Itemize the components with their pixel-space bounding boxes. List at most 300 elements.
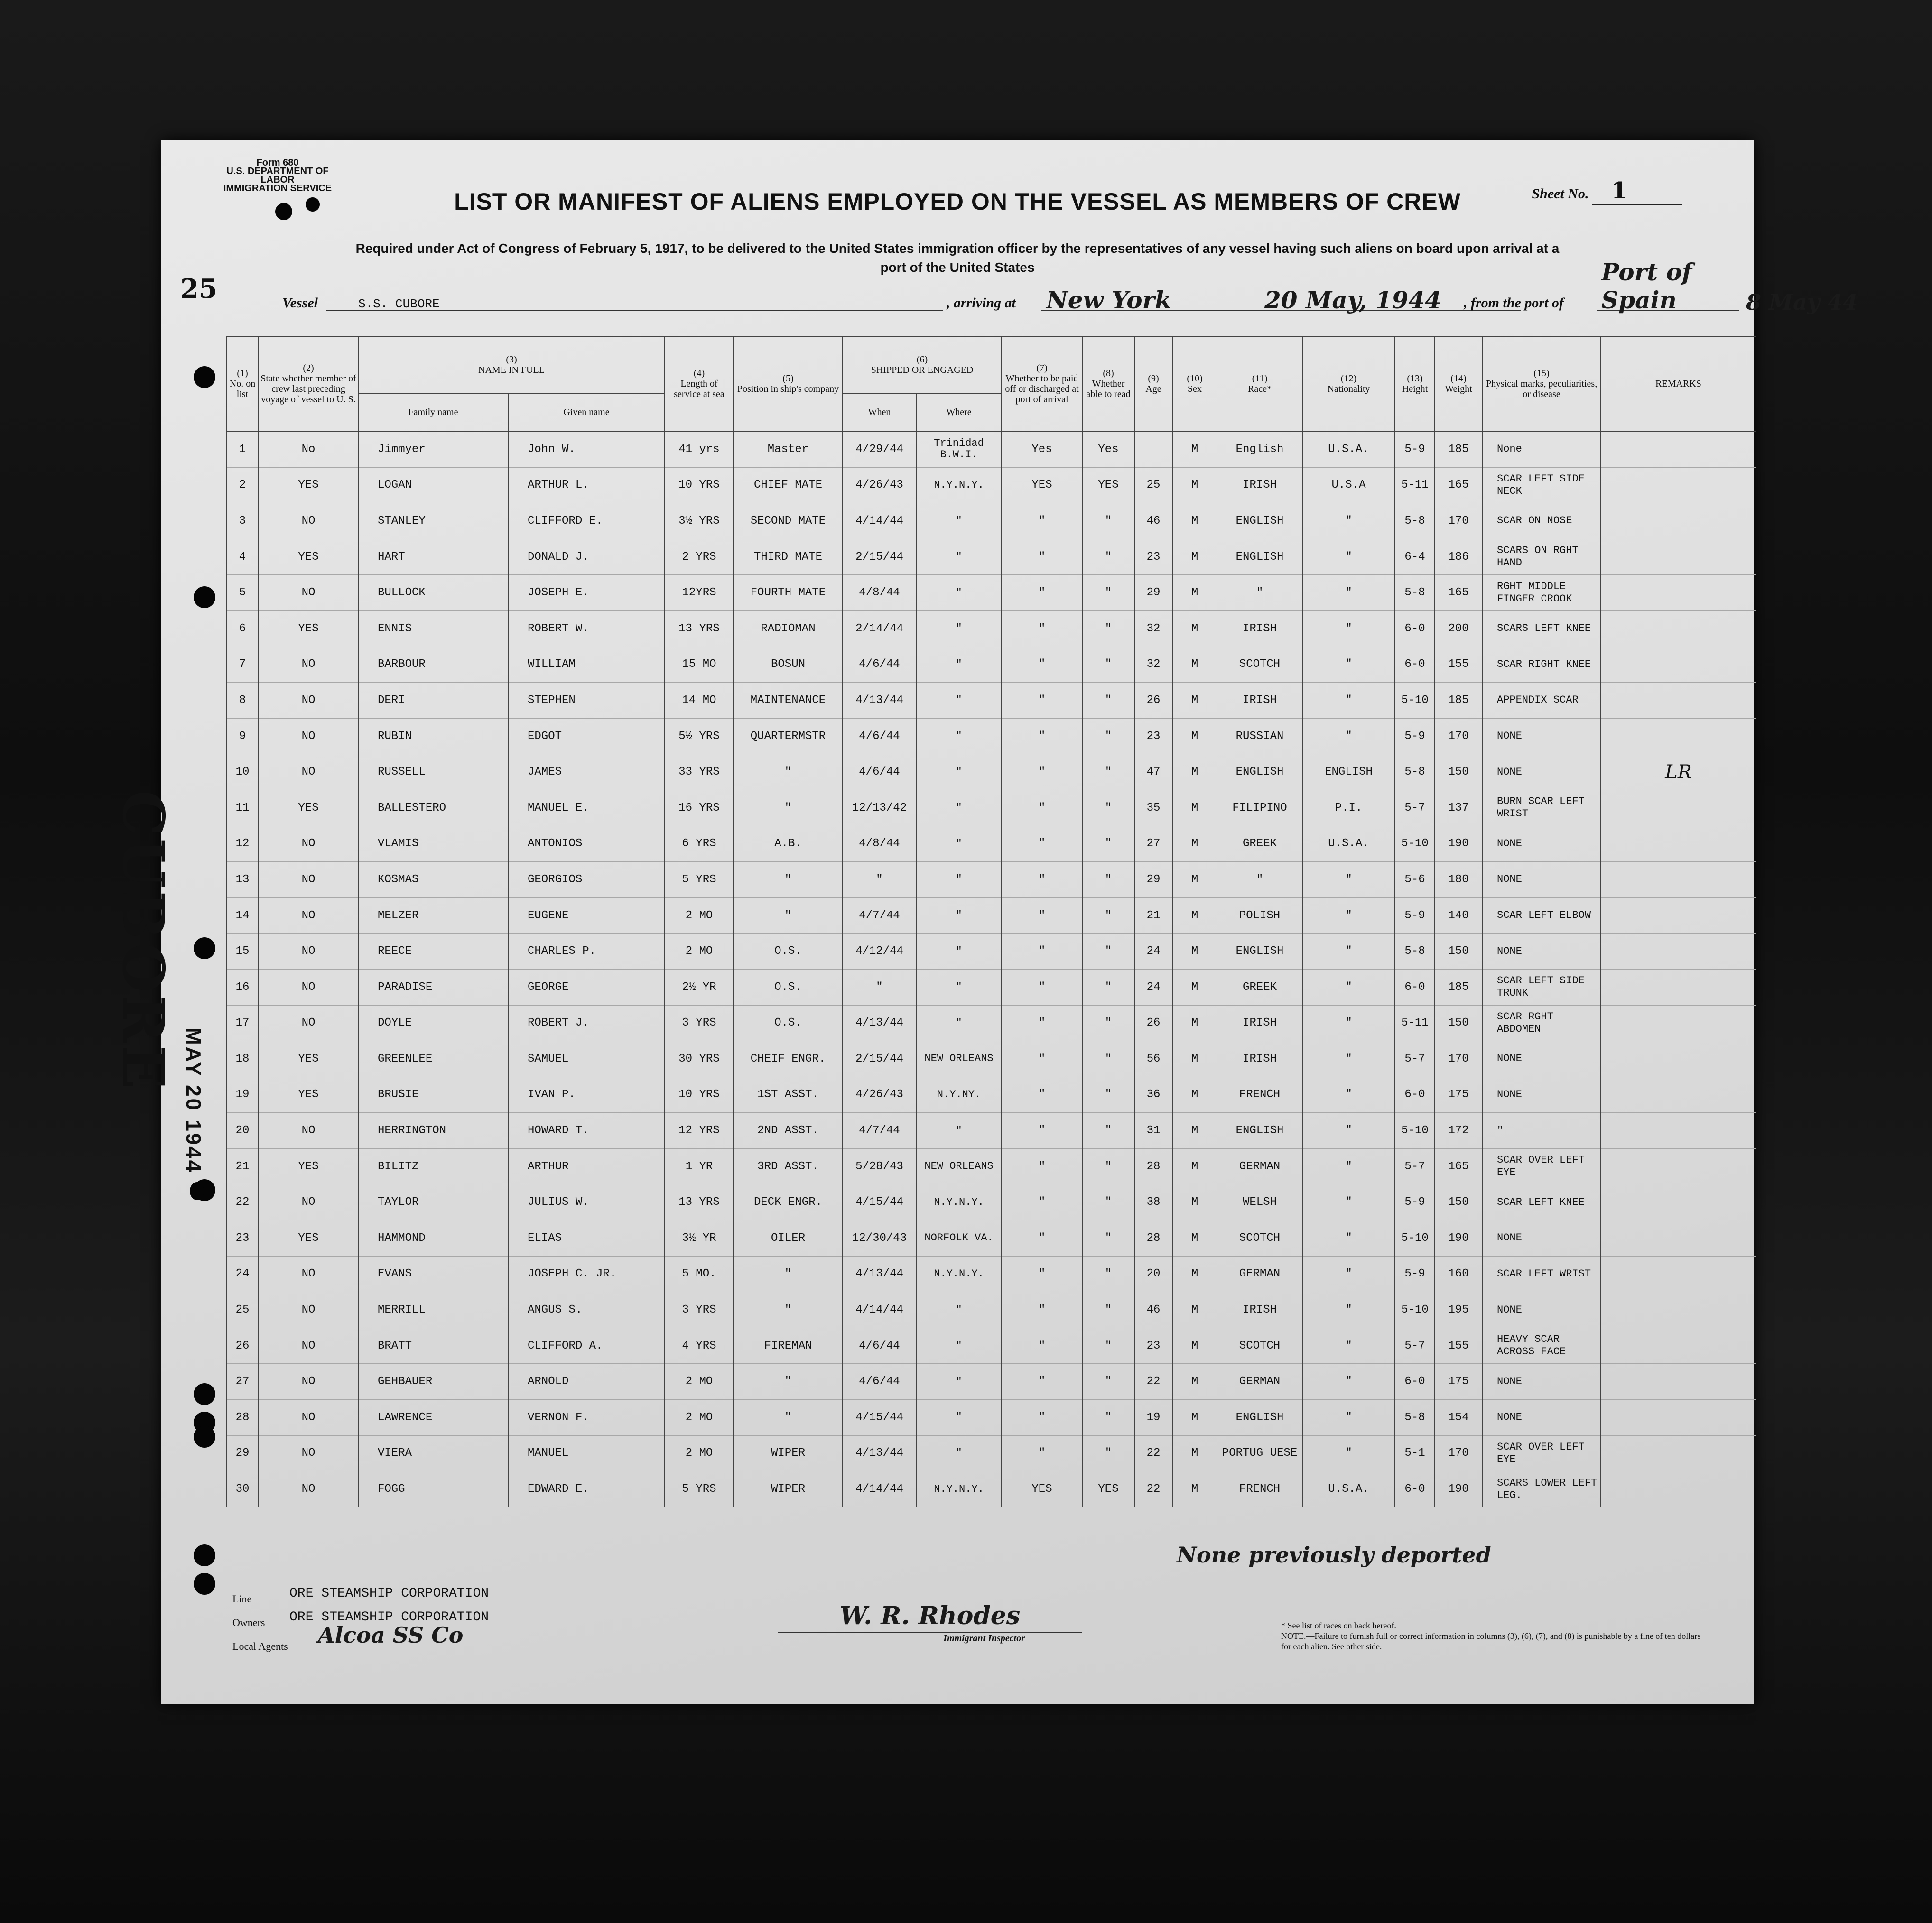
age: 24	[1134, 969, 1172, 1005]
physical-marks: BURN SCAR LEFT WRIST	[1482, 790, 1601, 826]
service-length: 3½ YR	[665, 1220, 734, 1257]
weight: 155	[1435, 647, 1482, 683]
service-length: 4 YRS	[665, 1328, 734, 1364]
able-to-read: "	[1082, 503, 1134, 539]
shipped-when: "	[843, 862, 916, 898]
remarks	[1601, 1292, 1756, 1328]
weight: 185	[1435, 431, 1482, 467]
paid-off: "	[1002, 934, 1082, 970]
row-number: 5	[226, 575, 259, 611]
remarks	[1601, 826, 1756, 862]
able-to-read: "	[1082, 1005, 1134, 1041]
prev-voyage: YES	[259, 790, 358, 826]
prev-voyage: YES	[259, 610, 358, 647]
row-number: 3	[226, 503, 259, 539]
height: 6-0	[1395, 1471, 1435, 1507]
remarks	[1601, 1005, 1756, 1041]
shipped-where: "	[916, 575, 1002, 611]
margin-vessel-name: CUBORE	[110, 790, 176, 1092]
nationality: "	[1302, 1041, 1395, 1077]
able-to-read: "	[1082, 1220, 1134, 1257]
given-name: MANUEL E.	[508, 790, 665, 826]
family-name: PARADISE	[358, 969, 508, 1005]
prev-voyage: NO	[259, 718, 358, 754]
position: THIRD MATE	[734, 539, 843, 575]
shipped-when: 4/13/44	[843, 1256, 916, 1292]
able-to-read: "	[1082, 539, 1134, 575]
shipped-where: NORFOLK VA.	[916, 1220, 1002, 1257]
age: 35	[1134, 790, 1172, 826]
remarks	[1601, 1077, 1756, 1113]
given-name: ROBERT W.	[508, 610, 665, 647]
shipped-where: "	[916, 683, 1002, 719]
row-number: 14	[226, 897, 259, 934]
service-length: 5 YRS	[665, 862, 734, 898]
prev-voyage: YES	[259, 467, 358, 503]
table-row	[226, 683, 1756, 719]
shipped-where: "	[916, 790, 1002, 826]
col-nationality: (12) Nationality	[1302, 336, 1395, 431]
able-to-read: "	[1082, 754, 1134, 790]
table-row	[226, 467, 1756, 503]
age	[1134, 431, 1172, 467]
race: GERMAN	[1217, 1148, 1302, 1184]
col-family-name: Family name	[358, 393, 508, 431]
height: 5-8	[1395, 503, 1435, 539]
annotation: None previously deported	[1177, 1542, 1491, 1568]
service-length: 13 YRS	[665, 1184, 734, 1220]
prev-voyage: NO	[259, 575, 358, 611]
prev-voyage: NO	[259, 969, 358, 1005]
row-number: 1	[226, 431, 259, 467]
service-length: 15 MO	[665, 647, 734, 683]
height: 5-8	[1395, 1400, 1435, 1436]
weight: 165	[1435, 1148, 1482, 1184]
able-to-read: "	[1082, 1148, 1134, 1184]
able-to-read: "	[1082, 575, 1134, 611]
weight: 170	[1435, 1435, 1482, 1471]
service-length: 3 YRS	[665, 1005, 734, 1041]
sex: M	[1172, 862, 1217, 898]
race: ENGLISH	[1217, 934, 1302, 970]
physical-marks: SCAR LEFT SIDE NECK	[1482, 467, 1601, 503]
shipped-where: "	[916, 1435, 1002, 1471]
table-row	[226, 1041, 1756, 1077]
remarks	[1601, 1113, 1756, 1149]
physical-marks: None	[1482, 431, 1601, 467]
shipped-when: 4/13/44	[843, 683, 916, 719]
sex: M	[1172, 1471, 1217, 1507]
given-name: John W.	[508, 431, 665, 467]
race: GREEK	[1217, 826, 1302, 862]
paid-off: "	[1002, 683, 1082, 719]
nationality: "	[1302, 1328, 1395, 1364]
weight: 190	[1435, 1220, 1482, 1257]
family-name: RUSSELL	[358, 754, 508, 790]
service-length: 6 YRS	[665, 826, 734, 862]
able-to-read: "	[1082, 683, 1134, 719]
punch-hole	[194, 586, 215, 608]
col-race: (11) Race*	[1217, 336, 1302, 431]
row-number: 8	[226, 683, 259, 719]
family-name: DERI	[358, 683, 508, 719]
paid-off: "	[1002, 1292, 1082, 1328]
able-to-read: "	[1082, 862, 1134, 898]
race: POLISH	[1217, 897, 1302, 934]
weight: 170	[1435, 503, 1482, 539]
shipped-where: "	[916, 503, 1002, 539]
physical-marks: SCARS LEFT KNEE	[1482, 610, 1601, 647]
position: QUARTERMSTR	[734, 718, 843, 754]
table-row	[226, 1400, 1756, 1436]
able-to-read: "	[1082, 1328, 1134, 1364]
height: 6-0	[1395, 610, 1435, 647]
physical-marks: RGHT MIDDLE FINGER CROOK	[1482, 575, 1601, 611]
family-name: KOSMAS	[358, 862, 508, 898]
row-number: 22	[226, 1184, 259, 1220]
given-name: GEORGE	[508, 969, 665, 1005]
row-number: 11	[226, 790, 259, 826]
shipped-when: 2/14/44	[843, 610, 916, 647]
service-length: 2½ YR	[665, 969, 734, 1005]
family-name: Jimmyer	[358, 431, 508, 467]
shipped-where: "	[916, 934, 1002, 970]
position: CHIEF MATE	[734, 467, 843, 503]
nationality: "	[1302, 1113, 1395, 1149]
given-name: MANUEL	[508, 1435, 665, 1471]
position: DECK ENGR.	[734, 1184, 843, 1220]
age: 32	[1134, 647, 1172, 683]
shipped-where: "	[916, 754, 1002, 790]
shipped-where: "	[916, 1292, 1002, 1328]
weight: 170	[1435, 1041, 1482, 1077]
family-name: BILITZ	[358, 1148, 508, 1184]
service-length: 10 YRS	[665, 1077, 734, 1113]
able-to-read: "	[1082, 1113, 1134, 1149]
remarks	[1601, 467, 1756, 503]
row-number: 10	[226, 754, 259, 790]
given-name: IVAN P.	[508, 1077, 665, 1113]
height: 6-0	[1395, 1077, 1435, 1113]
age: 23	[1134, 1328, 1172, 1364]
shipped-where: "	[916, 862, 1002, 898]
race: IRISH	[1217, 1292, 1302, 1328]
prev-voyage: NO	[259, 862, 358, 898]
nationality: U.S.A.	[1302, 826, 1395, 862]
row-number: 2	[226, 467, 259, 503]
date-stamp: MAY 20 1944	[182, 1027, 205, 1174]
nationality: "	[1302, 1184, 1395, 1220]
punch-hole	[194, 1544, 215, 1566]
shipped-where: "	[916, 969, 1002, 1005]
shipped-where: "	[916, 826, 1002, 862]
shipped-when: 4/7/44	[843, 1113, 916, 1149]
col-position: (5) Position in ship's company	[734, 336, 843, 431]
shipped-where: N.Y.N.Y.	[916, 1471, 1002, 1507]
row-number: 27	[226, 1364, 259, 1400]
row-number: 17	[226, 1005, 259, 1041]
race: GERMAN	[1217, 1364, 1302, 1400]
sex: M	[1172, 1184, 1217, 1220]
punch-hole	[190, 1182, 204, 1200]
paid-off: "	[1002, 1005, 1082, 1041]
height: 5-7	[1395, 790, 1435, 826]
race: SCOTCH	[1217, 1328, 1302, 1364]
col-height: (13) Height	[1395, 336, 1435, 431]
given-name: CHARLES P.	[508, 934, 665, 970]
remarks	[1601, 575, 1756, 611]
position: "	[734, 790, 843, 826]
nationality: "	[1302, 1077, 1395, 1113]
punch-hole	[194, 366, 215, 388]
family-name: DOYLE	[358, 1005, 508, 1041]
family-name: GREENLEE	[358, 1041, 508, 1077]
shipped-when: 12/13/42	[843, 790, 916, 826]
nationality: U.S.A.	[1302, 431, 1395, 467]
nationality: "	[1302, 1400, 1395, 1436]
height: 6-0	[1395, 647, 1435, 683]
remarks	[1601, 1184, 1756, 1220]
sex: M	[1172, 683, 1217, 719]
weight: 150	[1435, 1184, 1482, 1220]
race: IRISH	[1217, 683, 1302, 719]
shipped-where: N.Y.NY.	[916, 1077, 1002, 1113]
physical-marks: SCAR LEFT SIDE TRUNK	[1482, 969, 1601, 1005]
position: WIPER	[734, 1471, 843, 1507]
row-number: 29	[226, 1435, 259, 1471]
height: 5-7	[1395, 1148, 1435, 1184]
weight: 170	[1435, 718, 1482, 754]
physical-marks: NONE	[1482, 862, 1601, 898]
age: 29	[1134, 862, 1172, 898]
shipped-where: "	[916, 539, 1002, 575]
subtitle-line-1: Required under Act of Congress of February 5, 1917, to be delivered to the United States immigration officer by the representatives of any vessel having such aliens on board upon arrival at a	[355, 241, 1560, 256]
shipped-when: 4/8/44	[843, 826, 916, 862]
able-to-read: "	[1082, 934, 1134, 970]
age: 21	[1134, 897, 1172, 934]
row-number: 20	[226, 1113, 259, 1149]
able-to-read: "	[1082, 1292, 1134, 1328]
physical-marks: SCAR OVER LEFT EYE	[1482, 1148, 1601, 1184]
position: "	[734, 754, 843, 790]
position: "	[734, 862, 843, 898]
age: 29	[1134, 575, 1172, 611]
position: FIREMAN	[734, 1328, 843, 1364]
nationality: "	[1302, 969, 1395, 1005]
family-name: ENNIS	[358, 610, 508, 647]
physical-marks: NONE	[1482, 826, 1601, 862]
table-row	[226, 539, 1756, 575]
shipped-when: 4/13/44	[843, 1435, 916, 1471]
shipped-when: 5/28/43	[843, 1148, 916, 1184]
race: ENGLISH	[1217, 754, 1302, 790]
position: SECOND MATE	[734, 503, 843, 539]
paid-off: "	[1002, 1148, 1082, 1184]
age: 36	[1134, 1077, 1172, 1113]
paid-off: "	[1002, 897, 1082, 934]
punch-hole	[194, 1426, 215, 1448]
arriving-port: New York	[1046, 286, 1171, 314]
prev-voyage: YES	[259, 1041, 358, 1077]
shipped-when: 4/15/44	[843, 1184, 916, 1220]
shipped-when: 4/6/44	[843, 647, 916, 683]
weight: 150	[1435, 934, 1482, 970]
physical-marks: NONE	[1482, 1077, 1601, 1113]
race: IRISH	[1217, 1005, 1302, 1041]
sex: M	[1172, 1005, 1217, 1041]
physical-marks: SCAR RIGHT KNEE	[1482, 647, 1601, 683]
nationality: "	[1302, 1292, 1395, 1328]
physical-marks: SCARS ON RGHT HAND	[1482, 539, 1601, 575]
arriving-label: , arriving at	[947, 295, 1016, 311]
paid-off: "	[1002, 1364, 1082, 1400]
line-value: ORE STEAMSHIP CORPORATION	[289, 1586, 489, 1601]
from-port: Port of Spain	[1601, 258, 1692, 314]
race: IRISH	[1217, 467, 1302, 503]
able-to-read: YES	[1082, 1471, 1134, 1507]
remarks	[1601, 862, 1756, 898]
given-name: ANTONIOS	[508, 826, 665, 862]
race: FRENCH	[1217, 1471, 1302, 1507]
sex: M	[1172, 1400, 1217, 1436]
given-name: JULIUS W.	[508, 1184, 665, 1220]
table-row	[226, 503, 1756, 539]
nationality: "	[1302, 897, 1395, 934]
prev-voyage: NO	[259, 1292, 358, 1328]
able-to-read: Yes	[1082, 431, 1134, 467]
punch-hole	[194, 1573, 215, 1595]
physical-marks: NONE	[1482, 1364, 1601, 1400]
prev-voyage: NO	[259, 647, 358, 683]
able-to-read: "	[1082, 790, 1134, 826]
paid-off: "	[1002, 575, 1082, 611]
family-name: HAMMOND	[358, 1220, 508, 1257]
family-name: LOGAN	[358, 467, 508, 503]
paid-off: YES	[1002, 467, 1082, 503]
position: "	[734, 1364, 843, 1400]
service-name: IMMIGRATION SERVICE	[223, 183, 332, 194]
remarks	[1601, 539, 1756, 575]
prev-voyage: YES	[259, 539, 358, 575]
height: 5-9	[1395, 1256, 1435, 1292]
age: 46	[1134, 503, 1172, 539]
paid-off: "	[1002, 1113, 1082, 1149]
weight: 165	[1435, 575, 1482, 611]
row-number: 15	[226, 934, 259, 970]
race: FRENCH	[1217, 1077, 1302, 1113]
paid-off: "	[1002, 826, 1082, 862]
table-row	[226, 790, 1756, 826]
race: WELSH	[1217, 1184, 1302, 1220]
table-row	[226, 718, 1756, 754]
paid-off: "	[1002, 1041, 1082, 1077]
physical-marks: NONE	[1482, 754, 1601, 790]
paid-off: "	[1002, 1328, 1082, 1364]
weight: 175	[1435, 1364, 1482, 1400]
family-name: FOGG	[358, 1471, 508, 1507]
family-name: LAWRENCE	[358, 1400, 508, 1436]
page-subtitle	[209, 239, 1706, 277]
service-length: 2 MO	[665, 1400, 734, 1436]
able-to-read: "	[1082, 1435, 1134, 1471]
height: 5-6	[1395, 862, 1435, 898]
able-to-read: "	[1082, 1364, 1134, 1400]
remarks	[1601, 1435, 1756, 1471]
position: "	[734, 1400, 843, 1436]
table-row	[226, 1435, 1756, 1471]
family-name: BARBOUR	[358, 647, 508, 683]
height: 5-8	[1395, 575, 1435, 611]
shipped-where: "	[916, 1328, 1002, 1364]
sex: M	[1172, 790, 1217, 826]
sex: M	[1172, 754, 1217, 790]
col-given-name: Given name	[508, 393, 665, 431]
row-number: 30	[226, 1471, 259, 1507]
table-row	[226, 1328, 1756, 1364]
shipped-when: 4/15/44	[843, 1400, 916, 1436]
nationality: "	[1302, 934, 1395, 970]
age: 20	[1134, 1256, 1172, 1292]
given-name: ARTHUR L.	[508, 467, 665, 503]
given-name: EUGENE	[508, 897, 665, 934]
prev-voyage: NO	[259, 1113, 358, 1149]
row-number: 12	[226, 826, 259, 862]
given-name: EDGOT	[508, 718, 665, 754]
table-row	[226, 1113, 1756, 1149]
paid-off: YES	[1002, 1471, 1082, 1507]
service-length: 2 MO	[665, 897, 734, 934]
table-row	[226, 934, 1756, 970]
age: 26	[1134, 1005, 1172, 1041]
shipped-when: 12/30/43	[843, 1220, 916, 1257]
family-name: VIERA	[358, 1435, 508, 1471]
sex: M	[1172, 897, 1217, 934]
prev-voyage: No	[259, 431, 358, 467]
footnote-penalty: NOTE.—Failure to furnish full or correct information in columns (3), (6), (7), and (8) is punishable by a fine of ten dollars for each alien. See other side.	[1281, 1631, 1701, 1651]
given-name: ANGUS S.	[508, 1292, 665, 1328]
prev-voyage: NO	[259, 1184, 358, 1220]
shipped-where: N.Y.N.Y.	[916, 467, 1002, 503]
line-label: Line	[232, 1593, 252, 1605]
age: 23	[1134, 539, 1172, 575]
sex: M	[1172, 1113, 1217, 1149]
height: 5-11	[1395, 1005, 1435, 1041]
able-to-read: "	[1082, 1184, 1134, 1220]
paid-off: "	[1002, 969, 1082, 1005]
physical-marks: SCAR LEFT ELBOW	[1482, 897, 1601, 934]
col-prev-voyage: (2) State whether member of crew last preceding voyage of vessel to U. S.	[259, 336, 358, 431]
manifest-sheet	[110, 140, 1858, 1704]
paid-off: Yes	[1002, 431, 1082, 467]
race: PORTUG UESE	[1217, 1435, 1302, 1471]
physical-marks: SCAR ON NOSE	[1482, 503, 1601, 539]
physical-marks: SCAR RGHT ABDOMEN	[1482, 1005, 1601, 1041]
physical-marks: NONE	[1482, 718, 1601, 754]
row-number: 25	[226, 1292, 259, 1328]
shipped-where: "	[916, 1005, 1002, 1041]
subtitle-line-2: port of the United States	[880, 260, 1035, 275]
height: 5-10	[1395, 1113, 1435, 1149]
vessel-name: S.S. CUBORE	[358, 297, 440, 311]
height: 5-9	[1395, 718, 1435, 754]
height: 5-10	[1395, 1220, 1435, 1257]
position: O.S.	[734, 1005, 843, 1041]
row-number: 21	[226, 1148, 259, 1184]
nationality: U.S.A	[1302, 467, 1395, 503]
table-row	[226, 1148, 1756, 1184]
sheet-value: 1	[1592, 177, 1682, 205]
owners-label: Owners	[232, 1617, 265, 1628]
